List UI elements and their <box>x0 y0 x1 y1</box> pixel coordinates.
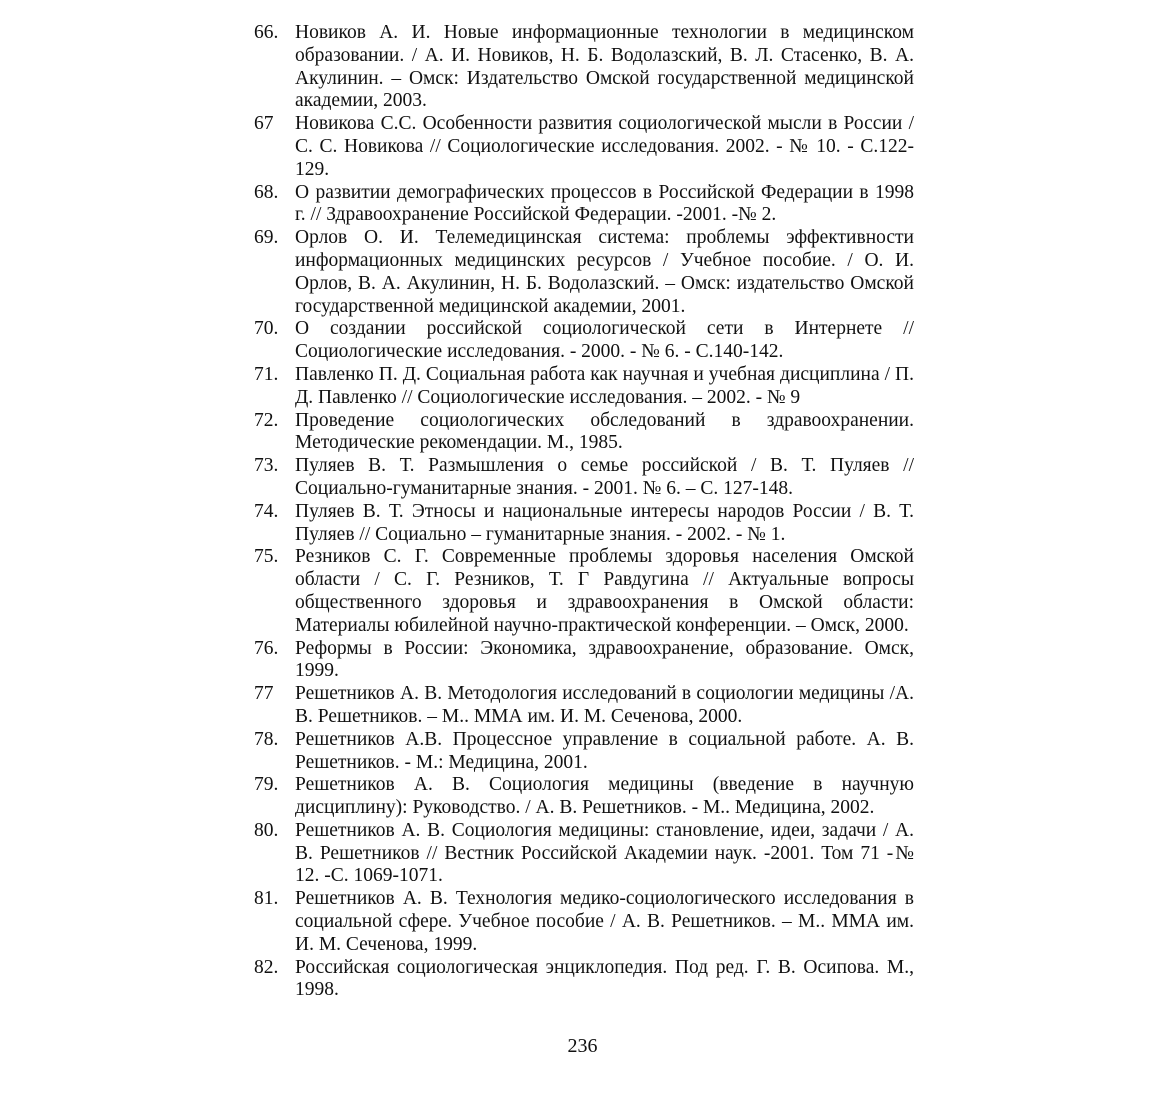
reference-item <box>254 888 914 956</box>
reference-item <box>254 546 914 637</box>
reference-item <box>254 22 914 113</box>
reference-text: Павленко П. Д. Социальная работа как научная и учебная дисциплина / П. Д. Павленко // Социологические исследования. – 2002. - № 9 <box>295 363 914 408</box>
reference-number: 70. <box>254 318 279 340</box>
reference-number: 66. <box>254 22 279 43</box>
reference-text: Реформы в России: Экономика, здравоохранение, образование. Омск, 1999. <box>295 637 914 682</box>
reference-number: 73. <box>254 455 279 477</box>
reference-text: Новикова С.С. Особенности развития социологической мысли в России / С. С. Новикова // Социологические исследования. 2002. - № 10. - С.122-129. <box>295 113 914 180</box>
reference-number: 78. <box>254 728 279 750</box>
reference-number: 69. <box>254 227 279 249</box>
reference-number: 71. <box>254 363 279 385</box>
reference-item <box>254 683 914 729</box>
reference-item <box>254 957 914 1003</box>
reference-item <box>254 113 914 181</box>
reference-text: Решетников А. В. Методология исследований в социологии медицины /А. В. Решетников. – М.. ММА им. И. М. Сеченова, 2000. <box>295 683 914 727</box>
reference-text: Новиков А. И. Новые информационные технологии в медицинском образовании. / А. И. Новиков, Н. Б. Водолазский, В. Л. Стасенко, В. А. Акулинин. – Омск: Издательство Омской государственной медицинской академии, 2003. <box>295 22 914 112</box>
reference-item <box>254 774 914 820</box>
reference-text: Решетников А.В. Процессное управление в социальной работе. А. В. Решетников. - М.: Медицина, 2001. <box>295 728 914 773</box>
reference-number: 82. <box>254 956 279 978</box>
reference-number: 67 <box>254 113 274 135</box>
reference-item <box>254 410 914 456</box>
reference-item <box>254 729 914 775</box>
reference-text: Пуляев В. Т. Размышления о семье российской / В. Т. Пуляев // Социально-гуманитарные знания. - 2001. № 6. – С. 127-148. <box>295 455 914 499</box>
page-number: 236 <box>567 1035 598 1057</box>
reference-number: 75. <box>254 546 279 568</box>
reference-text: Орлов О. И. Телемедицинская система: проблемы эффективности информационных медицинских ресурсов / Учебное пособие. / О. И. Орлов, В. А. Акулинин, Н. Б. Водолазский. – Омск: издательство Омской государственной медицинской академии, 2001. <box>295 227 914 317</box>
reference-item <box>254 318 914 364</box>
reference-text: Проведение социологических обследований в здравоохранении. Методические рекомендации. М., 1985. <box>295 409 914 454</box>
reference-item <box>254 638 914 684</box>
reference-number: 77 <box>254 683 274 705</box>
reference-text: Решетников А. В. Технология медико-социологического исследования в социальной сфере. Учебное пособие / А. В. Решетников. – М.. ММА им. И. М. Сеченова, 1999. <box>295 888 914 955</box>
reference-number: 79. <box>254 774 279 796</box>
reference-number: 76. <box>254 637 279 659</box>
reference-text: Российская социологическая энциклопедия. Под ред. Г. В. Осипова. М., 1998. <box>295 956 914 1001</box>
reference-item <box>254 501 914 547</box>
reference-text: О развитии демографических процессов в Российской Федерации в 1998 г. // Здравоохранение Российской Федерации. -2001. -№ 2. <box>295 181 914 226</box>
reference-text: Резников С. Г. Современные проблемы здоровья населения Омской области / С. Г. Резников, Т. Г Равдугина // Актуальные вопросы общественного здоровья и здравоохранения в Омской области: Материалы юбилейной научно-практической конференции. – Омск, 2000. <box>295 546 914 636</box>
reference-text: Решетников А. В. Социология медицины: становление, идеи, задачи / А. В. Решетников // Вестник Российской Академии наук. -2001. Том 71 -№ 12. -С. 1069-1071. <box>295 819 914 887</box>
reference-number: 68. <box>254 181 279 203</box>
reference-item <box>254 820 914 888</box>
reference-number: 72. <box>254 409 279 431</box>
reference-item <box>254 227 914 318</box>
reference-item <box>254 182 914 228</box>
reference-item <box>254 364 914 410</box>
reference-number: 81. <box>254 888 279 910</box>
reference-text: Решетников А. В. Социология медицины (введение в научную дисциплину): Руководство. / А. В. Решетников. - М.. Медицина, 2002. <box>295 774 914 819</box>
reference-text: О создании российской социологической сети в Интернете // Социологические исследования. - 2000. - № 6. - С.140-142. <box>295 318 914 363</box>
reference-list <box>254 22 914 1002</box>
reference-number: 80. <box>254 819 279 841</box>
reference-number: 74. <box>254 500 279 522</box>
reference-text: Пуляев В. Т. Этносы и национальные интересы народов России / В. Т. Пуляев // Социально – гуманитарные знания. - 2002. - № 1. <box>295 500 914 545</box>
reference-item <box>254 455 914 501</box>
